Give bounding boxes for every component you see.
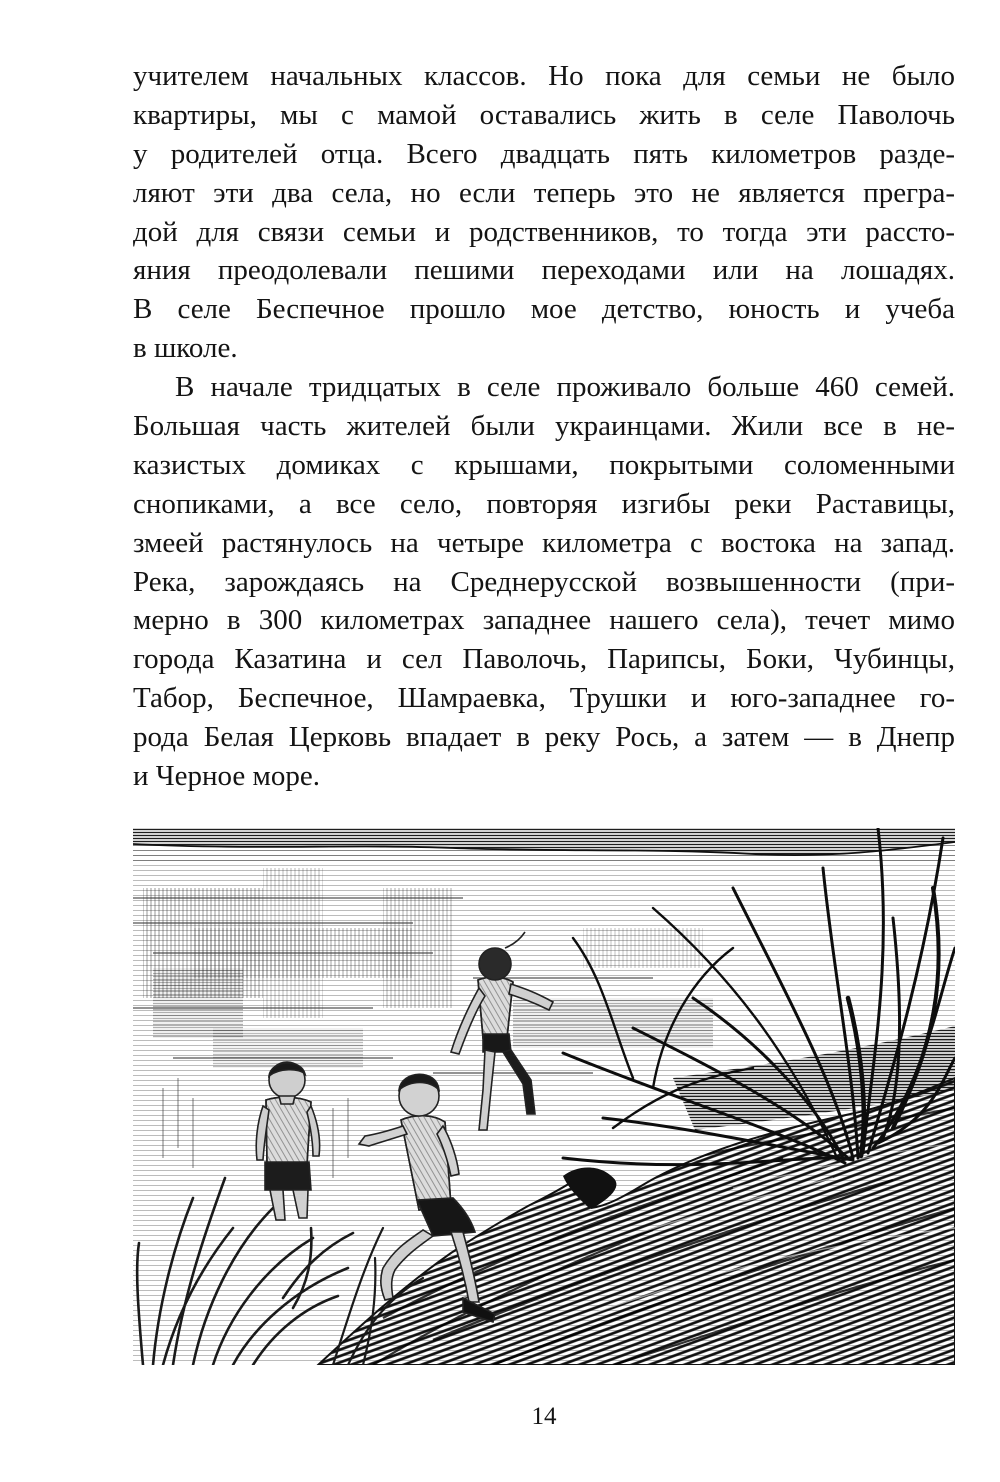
text-line: В начале тридцатых в селе проживало больше 460 семей. [175,371,955,404]
page-number: 14 [531,1403,557,1430]
child-figure-back-part [483,1034,511,1052]
paragraph [133,368,955,796]
text-line: мерно в 300 километрах западнее нашего села), течет мимо [133,604,955,637]
text-line: в школе. [133,332,238,365]
water-part [153,968,243,1038]
child-figure-left-part [279,1096,295,1104]
water-part [383,888,453,1008]
child-figure-left-part [266,1097,311,1164]
text-line: города Казатина и сел Паволочь, Парипсы, Боки, Чубинцы, [133,643,955,676]
paragraph [133,57,955,368]
text-line: В селе Беспечное прошло мое детство, юность и учеба [133,293,955,326]
text-line: снопиками, а все село, повторяя изгибы реки Раставицы, [133,487,955,520]
illustration [133,828,955,1365]
child-figure-left-part [265,1162,311,1190]
text-line: рода Белая Церковь впадает в реку Рось, а затем — в Днепр [133,721,955,754]
text-line: и Черное море. [133,760,320,793]
text-line: у родителей отца. Всего двадцать пять километров разде- [133,137,955,170]
text-line: Река, зарождаясь на Среднерусской возвышенности (при- [133,565,955,598]
far-shore [133,828,955,864]
text-line: квартиры, мы с мамой оставались жить в селе Паволочь [133,98,955,131]
text-line: учителем начальных классов. Но пока для семьи не было [133,60,955,92]
text-line: змеей растянулось на четыре километра с востока на запад. [133,526,955,559]
water-part [263,868,323,1018]
text-line: ляют эти два села, но если теперь это не является прегра- [133,176,955,209]
water-part [583,928,703,968]
text-line: яния преодолевали пешими переходами или на лошадях. [133,254,955,287]
text-line: казистых домиках с крышами, покрытыми соломенными [133,448,955,481]
text-line: Большая часть жителей были украинцами. Жили все в не- [133,410,955,443]
text-line: дой для связи семьи и родственников, то тогда эти рассто- [133,215,955,248]
child-figure-back-part [479,948,511,980]
body-text [133,57,955,796]
text-line: Табор, Беспечное, Шамраевка, Трушки и юго-западнее го- [133,682,955,715]
child-figure-back-part [478,977,513,1038]
